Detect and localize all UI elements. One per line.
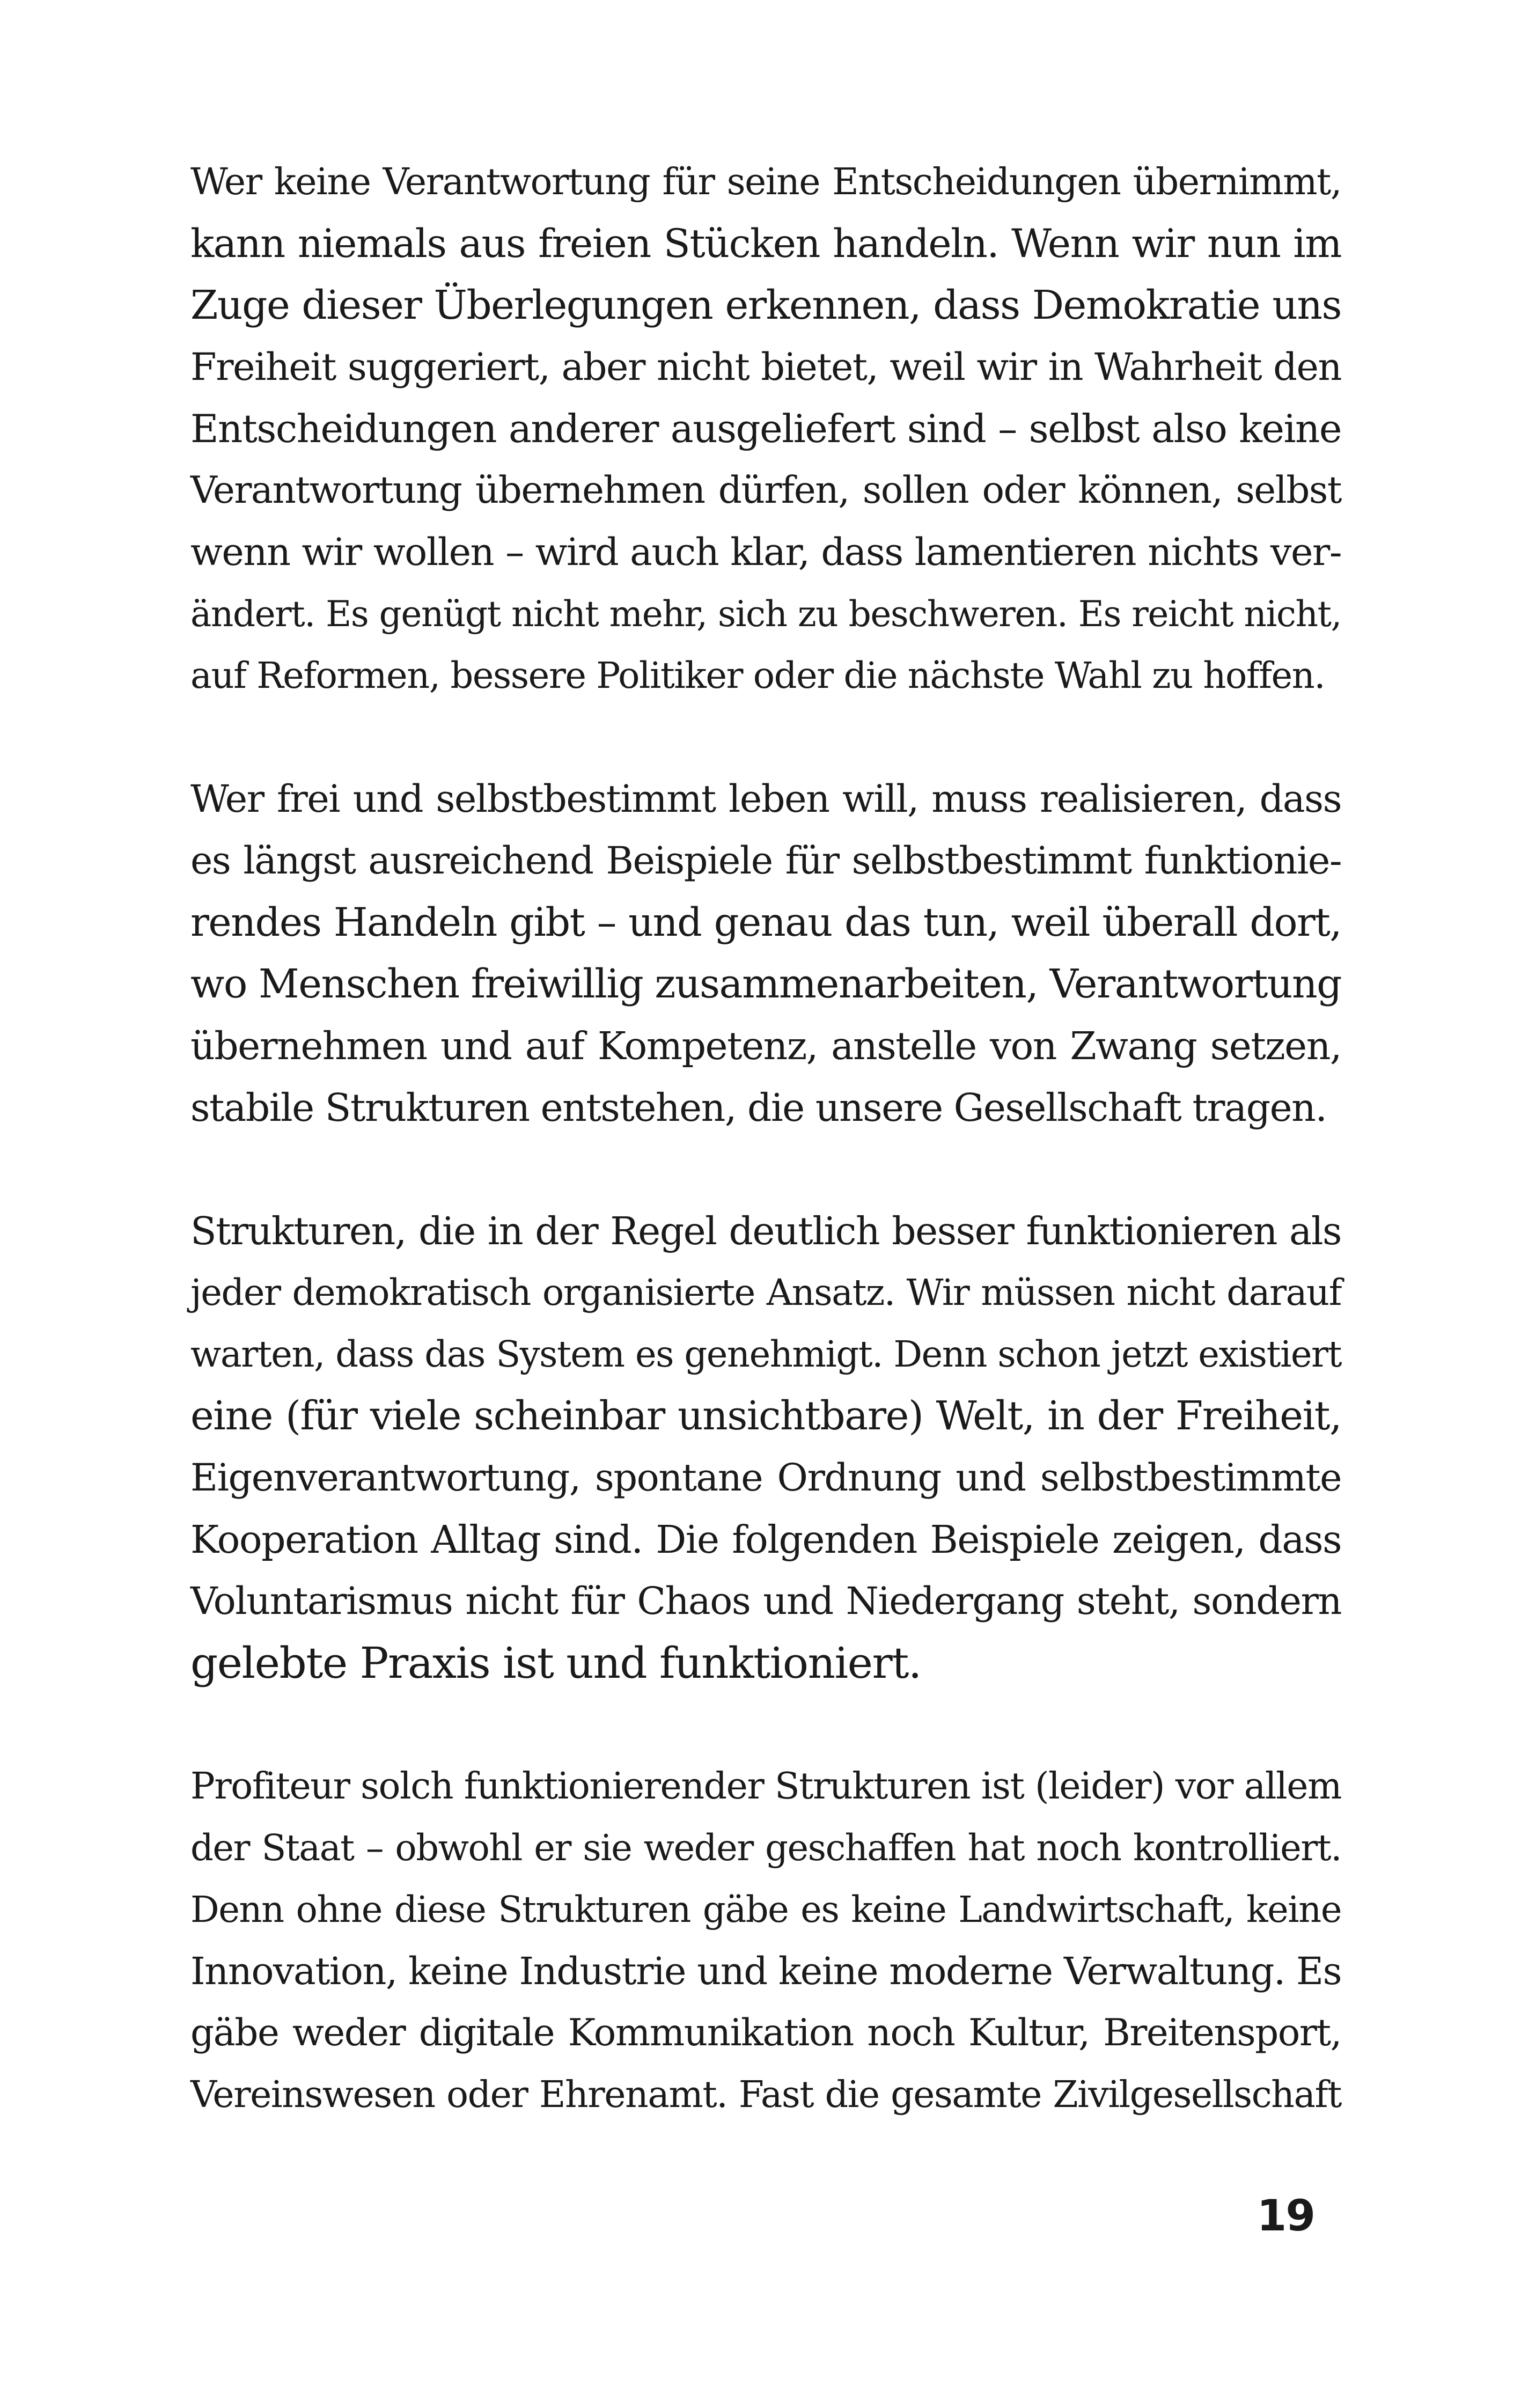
text-line: jeder demokratisch organisierte Ansatz. Wir müssen nicht darauf (190, 1272, 1341, 1313)
text-line: Innovation, keine Industrie und keine moderne Verwaltung. Es (190, 1949, 1341, 1993)
text-line: Wer keine Verantwortung für seine Entscheidungen übernimmt, (190, 161, 1341, 203)
text-line: übernehmen und auf Kompetenz, anstelle von Zwang setzen, (190, 1024, 1341, 1068)
text-line: Verantwortung übernehmen dürfen, sollen oder können, selbst (190, 469, 1341, 512)
text-line: Entscheidungen anderer ausgeliefert sind – selbst also keine (190, 406, 1341, 451)
text-line: Wer frei und selbstbestimmt leben will, muss realisieren, dass (190, 777, 1341, 821)
text-line: auf Reformen, bessere Politiker oder die nächste Wahl zu hoffen. (190, 655, 1325, 696)
paragraph-3 (190, 1200, 1341, 1694)
text-line: Eigenverantwortung, spontane Ordnung und selbstbestimmte (190, 1456, 1341, 1500)
paragraph-2 (190, 768, 1341, 1139)
text-line: Voluntarismus nicht für Chaos und Niedergang steht, sondern (190, 1579, 1341, 1623)
text-line: Zuge dieser Überlegungen erkennen, dass Demokratie uns (190, 282, 1341, 328)
text-line: kann niemals aus freien Stücken handeln. Wenn wir nun im (190, 221, 1341, 267)
text-line: gelebte Praxis ist und funktioniert. (190, 1638, 921, 1688)
text-line: eine (für viele scheinbar unsichtbare) Welt, in der Freiheit, (190, 1393, 1341, 1439)
text-line: es längst ausreichend Beispiele für selbstbestimmt funktionie- (190, 839, 1341, 883)
text-line: warten, dass das System es genehmigt. Denn schon jetzt existiert (190, 1333, 1341, 1375)
text-line: Freiheit suggeriert, aber nicht bietet, weil wir in Wahrheit den (190, 345, 1341, 389)
page-number: 19 (1257, 2191, 1314, 2241)
body-text (190, 151, 1341, 2187)
paragraph-1 (190, 151, 1341, 707)
text-line: Strukturen, die in der Regel deutlich besser funktionieren als (190, 1209, 1341, 1253)
text-line: Vereinswesen oder Ehrenamt. Fast die gesamte Zivilgesellschaft (190, 2074, 1341, 2116)
text-line: wo Menschen freiwillig zusammenarbeiten, Verantwortung (190, 961, 1341, 1007)
text-line: ändert. Es genügt nicht mehr, sich zu beschweren. Es reicht nicht, (190, 593, 1341, 635)
text-line: Profiteur solch funktionierender Strukturen ist (leider) vor allem (190, 1765, 1341, 1808)
text-line: wenn wir wollen – wird auch klar, dass lamentieren nichts ver- (190, 530, 1341, 574)
text-line: Denn ohne diese Strukturen gäbe es keine Landwirtschaft, keine (190, 1889, 1341, 1930)
text-line: gäbe weder digitale Kommunikation noch Kultur, Breitensport, (190, 2011, 1341, 2054)
paragraph-4 (190, 1756, 1341, 2126)
text-line: rendes Handeln gibt – und genau das tun, weil überall dort, (190, 900, 1341, 945)
text-line: der Staat – obwohl er sie weder geschaffen hat noch kontrolliert. (190, 1827, 1341, 1869)
text-line: Kooperation Alltag sind. Die folgenden Beispiele zeigen, dass (190, 1517, 1341, 1562)
text-line: stabile Strukturen entstehen, die unsere Gesellschaft tragen. (190, 1085, 1327, 1130)
